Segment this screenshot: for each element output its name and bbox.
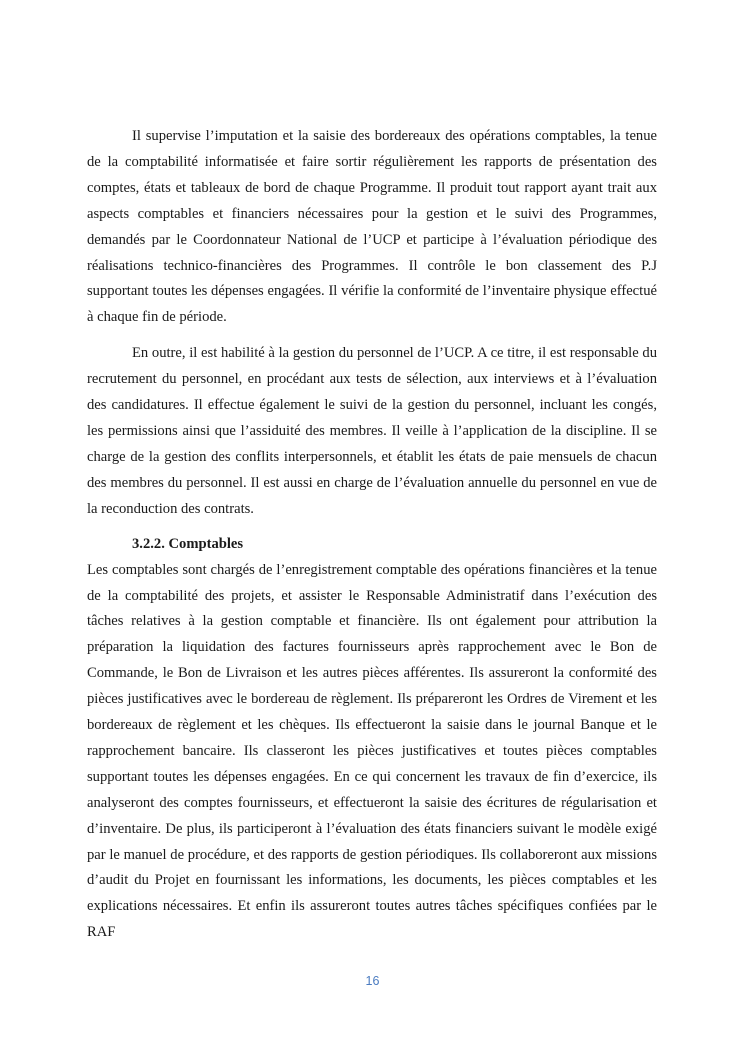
paragraph-comptables: Les comptables sont chargés de l’enregistrement comptable des opérations financières et la tenue de la comptabilité des projets, et assister le Responsable Administratif dans l’exécution des tâches relatives à la gestion comptable et financière. Ils ont également pour attribution la préparation la liquidation des factures fournisseurs après rapprochement avec le Bon de Commande, le Bon de Livraison et les autres pièces afférentes. Ils assureront la conformité des pièces justificatives avec le bordereau de règlement. Ils prépareront les Ordres de Virement et les bordereaux de règlement et les chèques. Ils effectueront la saisie dans le journal Banque et le rapprochement bancaire. Ils classeront les pièces justificatives et toutes pièces comptables supportant toutes les dépenses engagées. En ce qui concernent les travaux de fin d’exercice, ils analyseront des comptes fournisseurs, et effectueront la saisie des écritures de régularisation et d’inventaire. De plus, ils participeront à l’évaluation des états financiers suivant le modèle exigé par le manuel de procédure, et des rapports de gestion périodiques. Ils collaboreront aux missions d’audit du Projet en fournissant les informations, les documents, les pièces comptables et les explications nécessaires. Et enfin ils assureront toutes autres tâches spécifiques confiées par le RAF — [87, 561, 657, 941]
section-heading-comptables: 3.2.2. Comptables — [132, 535, 244, 552]
document-page — [87, 124, 657, 946]
page-number: 16 — [365, 974, 380, 988]
paragraph-personnel: En outre, il est habilité à la gestion du personnel de l’UCP. A ce titre, il est responsable du recrutement du personnel, en procédant aux tests de sélection, aux interviews et à l’évaluation des candidatures. Il effectue également le suivi de la gestion du personnel, incluant les congés, les permissions ainsi que l’assiduité des membres. Il veille à l’application de la discipline. Il se charge de la gestion des conflits interpersonnels, et établit les états de paie mensuels de chacun des membres du personnel. Il est aussi en charge de l’évaluation annuelle du personnel en vue de la reconduction des contrats. — [87, 345, 657, 517]
paragraph-supervision: Il supervise l’imputation et la saisie des bordereaux des opérations comptables, la tenue de la comptabilité informatisée et faire sortir régulièrement les rapports de présentation des comptes, états et tableaux de bord de chaque Programme. Il produit tout rapport ayant trait aux aspects comptables et financiers nécessaires pour la gestion et le suivi des Programmes, demandés par le Coordonnateur National de l’UCP et participe à l’évaluation périodique des réalisations technico-financières des Programmes. Il contrôle le bon classement des P.J supportant toutes les dépenses engagées. Il vérifie la conformité de l’inventaire physique effectué à chaque fin de période. — [87, 128, 657, 326]
